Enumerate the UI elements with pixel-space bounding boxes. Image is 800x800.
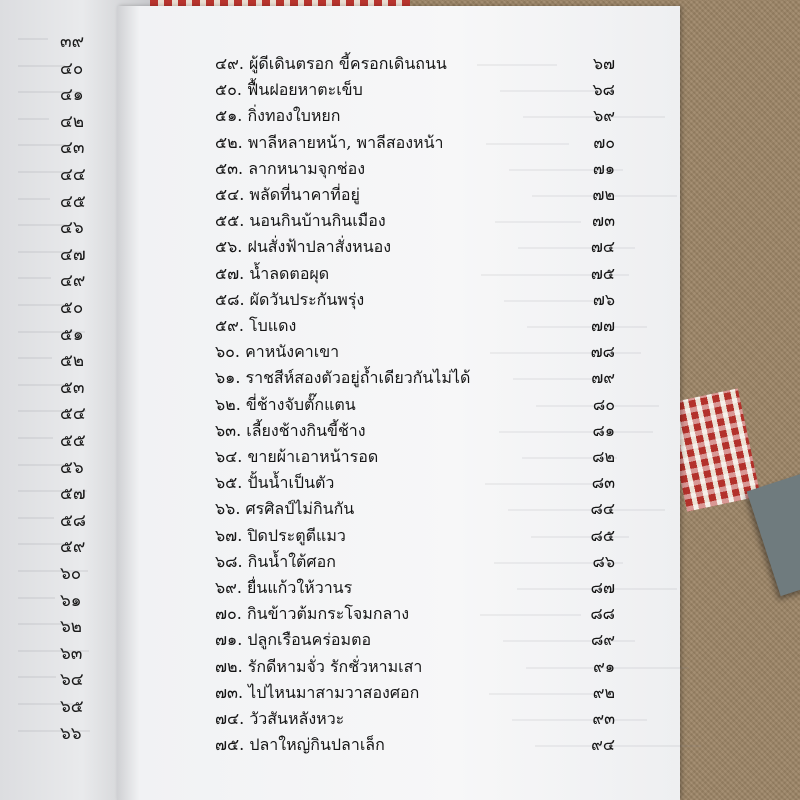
toc-entry <box>215 393 615 419</box>
toc-entry-title: ๖๑. ราชสีห์สองตัวอยู่ถ้ำเดียวกันไม่ได้ <box>215 368 471 388</box>
left-page-number: ๖๖ <box>60 723 82 744</box>
toc-entry <box>215 602 615 628</box>
left-page-number: ๖๒ <box>60 617 82 638</box>
toc-entry-page-number: ๖๗ <box>592 54 615 73</box>
toc-entry-page-number: ๗๓ <box>592 211 615 231</box>
toc-entry-title: ๖๘. กินน้ำใต้ศอก <box>215 551 336 571</box>
toc-entry-page-number: ๗๖ <box>592 289 615 309</box>
toc-entry-title: ๖๗. ปิดประตูตีแมว <box>215 525 346 545</box>
left-page-number: ๕๗ <box>60 484 86 505</box>
left-page-number: ๔๔ <box>60 165 86 185</box>
left-page-number: ๕๒ <box>60 351 85 372</box>
left-page-number: ๓๙ <box>60 32 85 52</box>
left-page-number: ๔๒ <box>60 111 85 132</box>
toc-entry-page-number: ๘๗ <box>590 578 615 597</box>
left-page-number: ๔๙ <box>60 271 86 292</box>
toc-entry-page-number: ๙๔ <box>591 735 615 755</box>
left-page-number: ๔๓ <box>60 138 85 159</box>
toc-entry <box>215 733 615 759</box>
toc-entry <box>215 52 615 78</box>
toc-entry-page-number: ๗๑ <box>592 158 615 178</box>
toc-entry-title: ๕๔. พลัดที่นาคาที่อยู่ <box>215 185 360 204</box>
toc-entry <box>215 366 615 392</box>
toc-entry <box>215 340 615 366</box>
left-page-number: ๔๐ <box>60 58 84 79</box>
toc-entry <box>215 131 615 157</box>
show-through-text <box>18 38 48 40</box>
toc-entry <box>215 78 615 104</box>
toc-entry-page-number: ๘๒ <box>592 447 615 466</box>
toc-entry-page-number: ๗๒ <box>592 185 615 204</box>
toc-entry-title: ๕๘. ผัดวันประกันพรุ่ง <box>215 289 365 309</box>
toc-entry <box>215 576 615 602</box>
show-through-text <box>18 357 52 359</box>
left-page-number: ๕๓ <box>60 377 85 398</box>
toc-entry-page-number: ๖๘ <box>592 80 615 100</box>
show-through-text <box>18 597 55 599</box>
toc-entry-title: ๗๑. ปลูกเรือนคร่อมตอ <box>215 630 372 650</box>
left-page-number: ๖๔ <box>60 670 84 691</box>
toc-entry <box>215 497 615 523</box>
toc-entry <box>215 445 615 471</box>
left-page-number: ๕๘ <box>60 510 86 531</box>
toc-entry-title: ๖๙. ยื่นแก้วให้วานร <box>215 578 353 597</box>
toc-entry-page-number: ๗๕ <box>590 263 615 283</box>
toc-entry-title: ๗๒. รักดีหามจั่ว รักชั่วหามเสา <box>215 656 423 676</box>
toc-entry <box>215 471 615 497</box>
left-page-number: ๔๑ <box>60 85 84 106</box>
show-through-text <box>18 437 53 439</box>
toc-entry-page-number: ๗๘ <box>590 342 615 362</box>
left-page-number: ๕๖ <box>60 457 84 478</box>
toc-entry-title: ๗๐. กินข้าวต้มกระโจมกลาง <box>215 604 410 624</box>
left-page-number: ๖๐ <box>60 564 82 584</box>
gray-object <box>747 470 800 596</box>
toc-entry <box>215 419 615 445</box>
toc-entry <box>215 104 615 130</box>
toc-entry <box>215 314 615 340</box>
toc-entry-page-number: ๙๑ <box>593 656 615 676</box>
toc-entry-title: ๖๕. ปั้นน้ำเป็นตัว <box>215 473 335 493</box>
toc-entry-title: ๕๒. พาลีหลายหน้า, พาลีสองหน้า <box>215 132 444 152</box>
toc-entry <box>215 681 615 707</box>
toc-entry-title: ๕๕. นอนกินบ้านกินเมือง <box>215 211 386 231</box>
toc-entry-page-number: ๘๑ <box>592 420 615 440</box>
toc-entry-title: ๗๕. ปลาใหญ่กินปลาเล็ก <box>215 735 385 755</box>
toc-entry-title: ๖๐. คาหนังคาเขา <box>215 342 340 362</box>
toc-entry-page-number: ๗๐ <box>593 132 615 152</box>
toc-entry-title: ๕๓. ลากหนามจุกช่อง <box>215 158 366 178</box>
toc-entry-page-number: ๙๒ <box>592 682 615 702</box>
toc-entry-page-number: ๘๖ <box>592 551 615 571</box>
toc-entry-title: ๕๗. น้ำลดตอผุด <box>215 263 330 283</box>
left-page-number: ๔๖ <box>60 218 84 239</box>
toc-entry <box>215 183 615 209</box>
toc-entry <box>215 628 615 654</box>
left-page-number: ๔๗ <box>60 244 86 265</box>
toc-entry-page-number: ๗๙ <box>591 368 615 388</box>
left-page-number: ๔๕ <box>60 191 86 212</box>
toc-entry <box>215 550 615 576</box>
toc-entry <box>215 707 615 733</box>
toc-entry-title: ๕๖. ฝนสั่งฟ้าปลาสั่งหนอง <box>215 237 392 257</box>
show-through-text <box>18 676 56 678</box>
toc-entry <box>215 262 615 288</box>
toc-entry-page-number: ๘๙ <box>590 630 615 650</box>
toc-entry-title: ๗๓. ไปไหนมาสามวาสองศอก <box>215 682 420 702</box>
left-page-number: ๕๕ <box>60 431 86 451</box>
toc-entry-title: ๖๓. เลี้ยงช้างกินขี้ช้าง <box>215 420 366 440</box>
left-page-number: ๖๓ <box>60 643 83 664</box>
show-through-text <box>18 118 49 120</box>
toc-entry-page-number: ๖๙ <box>593 106 615 126</box>
toc-entry <box>215 235 615 261</box>
toc-entry <box>215 524 615 550</box>
left-page-number: ๖๑ <box>60 590 82 611</box>
toc-entry-page-number: ๗๔ <box>590 237 615 257</box>
show-through-text <box>18 517 54 519</box>
show-through-text <box>18 277 51 279</box>
show-through-text <box>18 144 66 146</box>
toc-entry <box>215 209 615 235</box>
toc-entry-title: ๕๙. โบแดง <box>215 316 297 335</box>
toc-entry <box>215 655 615 681</box>
show-through-text <box>18 198 50 200</box>
left-page-number: ๕๔ <box>60 404 86 425</box>
toc-entry-page-number: ๘๓ <box>591 473 615 493</box>
toc-entry-page-number: ๘๔ <box>590 499 615 519</box>
toc-entry-title: ๖๖. ศรศิลป์ไม่กินกัน <box>215 499 355 519</box>
toc-entry-title: ๖๔. ขายผ้าเอาหน้ารอด <box>215 447 379 466</box>
left-page-number: ๕๙ <box>60 537 86 558</box>
toc-entry-title: ๔๙. ผู้ดีเดินตรอก ขี้ครอกเดินถนน <box>215 54 447 73</box>
toc-entry-page-number: ๘๐ <box>592 394 615 414</box>
left-page-number: ๖๕ <box>60 697 84 717</box>
toc-entry-page-number: ๙๓ <box>592 709 615 728</box>
toc-entry-page-number: ๘๘ <box>590 604 615 624</box>
toc-entry <box>215 288 615 314</box>
toc-entry-title: ๗๔. วัวสันหลังหวะ <box>215 709 345 728</box>
left-page-number: ๕๐ <box>60 298 84 318</box>
show-through-text <box>18 65 65 67</box>
toc-entry-page-number: ๗๗ <box>590 316 615 335</box>
toc-entry-page-number: ๘๕ <box>590 525 615 545</box>
toc-entry <box>215 157 615 183</box>
toc-entry-title: ๕๐. ฟื้นฝอยหาตะเข็บ <box>215 80 363 100</box>
left-page-number: ๕๑ <box>60 324 84 345</box>
toc-entry-title: ๖๒. ขี่ช้างจับตั๊กแตน <box>215 394 356 414</box>
toc-entry-title: ๕๑. กิ่งทองใบหยก <box>215 106 341 126</box>
